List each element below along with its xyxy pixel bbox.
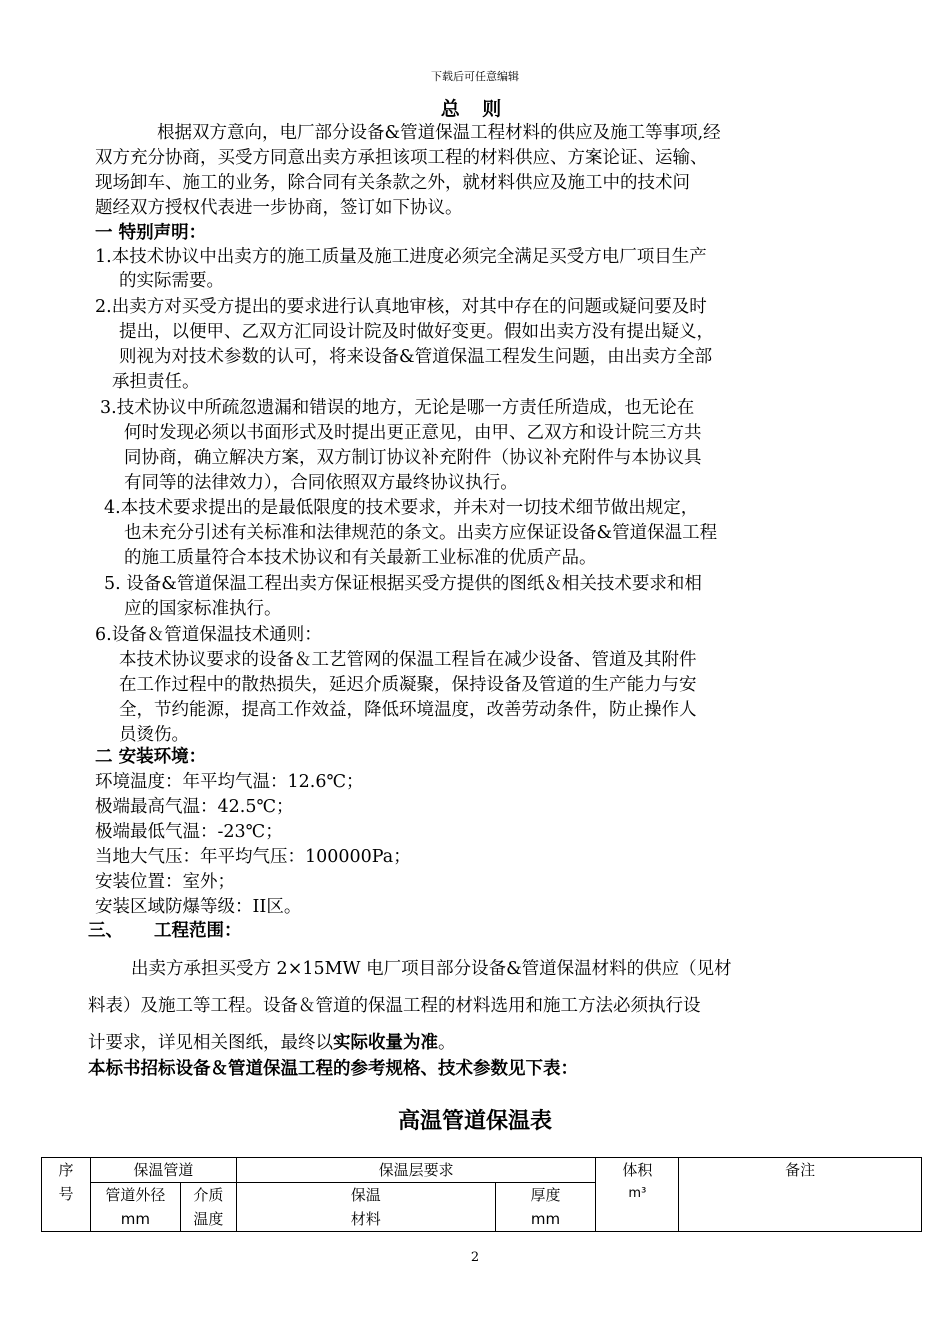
s1-line-12: 也未充分引述有关标准和法律规范的条文。出卖方应保证设备&管道保温工程 bbox=[124, 523, 718, 543]
col-volume-header bbox=[596, 1158, 679, 1232]
s3-line-3 bbox=[88, 1029, 456, 1054]
sub-thickness-header: 厚度 mm bbox=[495, 1183, 596, 1232]
s1-line-16: 6.设备＆管道保温技术通则： bbox=[95, 625, 322, 645]
actual-quantity-emphasis: 实际收量为准 bbox=[333, 1033, 438, 1053]
intro-line-2: 双方充分协商，买受方同意出卖方承担该项工程的材料供应、方案论证、运输、 bbox=[95, 148, 708, 168]
intro-line-1: 根据双方意向，电厂部分设备&管道保温工程材料的供应及施工等事项,经 bbox=[157, 123, 721, 143]
s1-line-7: 3.技术协议中所疏忽遗漏和错误的地方，无论是哪一方责任所造成，也无论在 bbox=[100, 398, 695, 418]
header-note: 下载后可任意编辑 bbox=[431, 70, 519, 83]
s2-line-4: 当地大气压：年平均气压：100000Pa； bbox=[95, 847, 411, 867]
s3-line-3-end: 。 bbox=[438, 1033, 456, 1053]
section1-heading: 一 特别声明： bbox=[95, 223, 207, 243]
intro-line-3: 现场卸车、施工的业务，除合同有关条款之外，就材料供应及施工中的技术问 bbox=[95, 173, 690, 193]
section3-heading-num: 三、 bbox=[88, 921, 123, 941]
insulation-table bbox=[41, 1157, 922, 1232]
s1-line-2: 的实际需要。 bbox=[119, 271, 224, 291]
s1-line-20: 员烫伤。 bbox=[119, 725, 189, 745]
s1-line-13: 的施工质量符合本技术协议和有关最新工业标准的优质产品。 bbox=[124, 548, 597, 568]
s1-line-8: 何时发现必须以书面形式及时提出更正意见，由甲、乙双方和设计院三方共 bbox=[124, 423, 702, 443]
s1-line-3: 2.出卖方对买受方提出的要求进行认真地审核，对其中存在的问题或疑问要及时 bbox=[95, 297, 707, 317]
section3-heading: 工程范围： bbox=[154, 921, 242, 941]
s3-line-2: 料表）及施工等工程。设备＆管道的保温工程的材料选用和施工方法必须执行设 bbox=[88, 996, 701, 1016]
s2-line-2: 极端最高气温：42.5℃； bbox=[95, 797, 294, 817]
s2-line-3: 极端最低气温：-23℃； bbox=[95, 822, 283, 842]
s2-line-1: 环境温度：年平均气温：12.6℃； bbox=[95, 772, 364, 792]
col-volume-label: 体积 bbox=[622, 1161, 653, 1179]
s1-line-5: 则视为对技术参数的认可，将来设备&管道保温工程发生问题，由出卖方全部 bbox=[119, 347, 713, 367]
sub-diameter-header: 管道外径 mm bbox=[90, 1183, 180, 1232]
reference-note: 本标书招标设备＆管道保温工程的参考规格、技术参数见下表： bbox=[88, 1059, 578, 1079]
s1-line-4: 提出，以便甲、乙双方汇同设计院及时做好变更。假如出卖方没有提出疑义， bbox=[119, 322, 714, 342]
s1-line-11: 4.本技术要求提出的是最低限度的技术要求，并未对一切技术细节做出规定， bbox=[104, 498, 699, 518]
s1-line-18: 在工作过程中的散热损失，延迟介质凝聚，保持设备及管道的生产能力与安 bbox=[119, 675, 697, 695]
section2-heading: 二 安装环境： bbox=[95, 747, 207, 767]
col-group-pipe: 保温管道 bbox=[90, 1158, 236, 1183]
s3-line-1: 出卖方承担买受方 2×15MW 电厂项目部分设备&管道保温材料的供应（见材 bbox=[131, 959, 732, 979]
s1-line-10: 有同等的法律效力），合同依照双方最终协议执行。 bbox=[124, 473, 518, 493]
table-title: 高温管道保温表 bbox=[397, 1109, 552, 1134]
col-index-header: 序号 bbox=[42, 1158, 91, 1232]
col-remark-header: 备注 bbox=[679, 1158, 922, 1232]
col-group-layer: 保温层要求 bbox=[236, 1158, 596, 1183]
page-number: 2 bbox=[470, 1250, 480, 1265]
table-header-row-1 bbox=[42, 1158, 922, 1183]
s2-line-5: 安装位置：室外； bbox=[95, 872, 235, 892]
sub-material-header: 保温材料 bbox=[236, 1183, 495, 1232]
s1-line-9: 同协商，确立解决方案，双方制订协议补充附件（协议补充附件与本协议具 bbox=[124, 448, 702, 468]
s1-line-6: 承担责任。 bbox=[112, 372, 200, 392]
s1-line-19: 全，节约能源，提高工作效益，降低环境温度，改善劳动条件，防止操作人 bbox=[119, 700, 697, 720]
page-title: 总 则 bbox=[440, 98, 510, 120]
s1-line-15: 应的国家标准执行。 bbox=[124, 599, 282, 619]
s1-line-14: 5. 设备&管道保温工程出卖方保证根据买受方提供的图纸＆相关技术要求和相 bbox=[104, 574, 702, 594]
sub-temp-header: 介质温度 bbox=[180, 1183, 236, 1232]
s1-line-17: 本技术协议要求的设备＆工艺管网的保温工程旨在减少设备、管道及其附件 bbox=[119, 650, 697, 670]
intro-line-4: 题经双方授权代表进一步协商，签订如下协议。 bbox=[95, 198, 463, 218]
s2-line-6: 安装区域防爆等级：ⅠⅠ区。 bbox=[95, 897, 302, 917]
s1-line-1: 1.本技术协议中出卖方的施工质量及施工进度必须完全满足买受方电厂项目生产 bbox=[95, 247, 707, 267]
col-volume-unit: m³ bbox=[628, 1186, 647, 1201]
s3-line-3-text: 计要求，详见相关图纸，最终以 bbox=[88, 1033, 333, 1053]
